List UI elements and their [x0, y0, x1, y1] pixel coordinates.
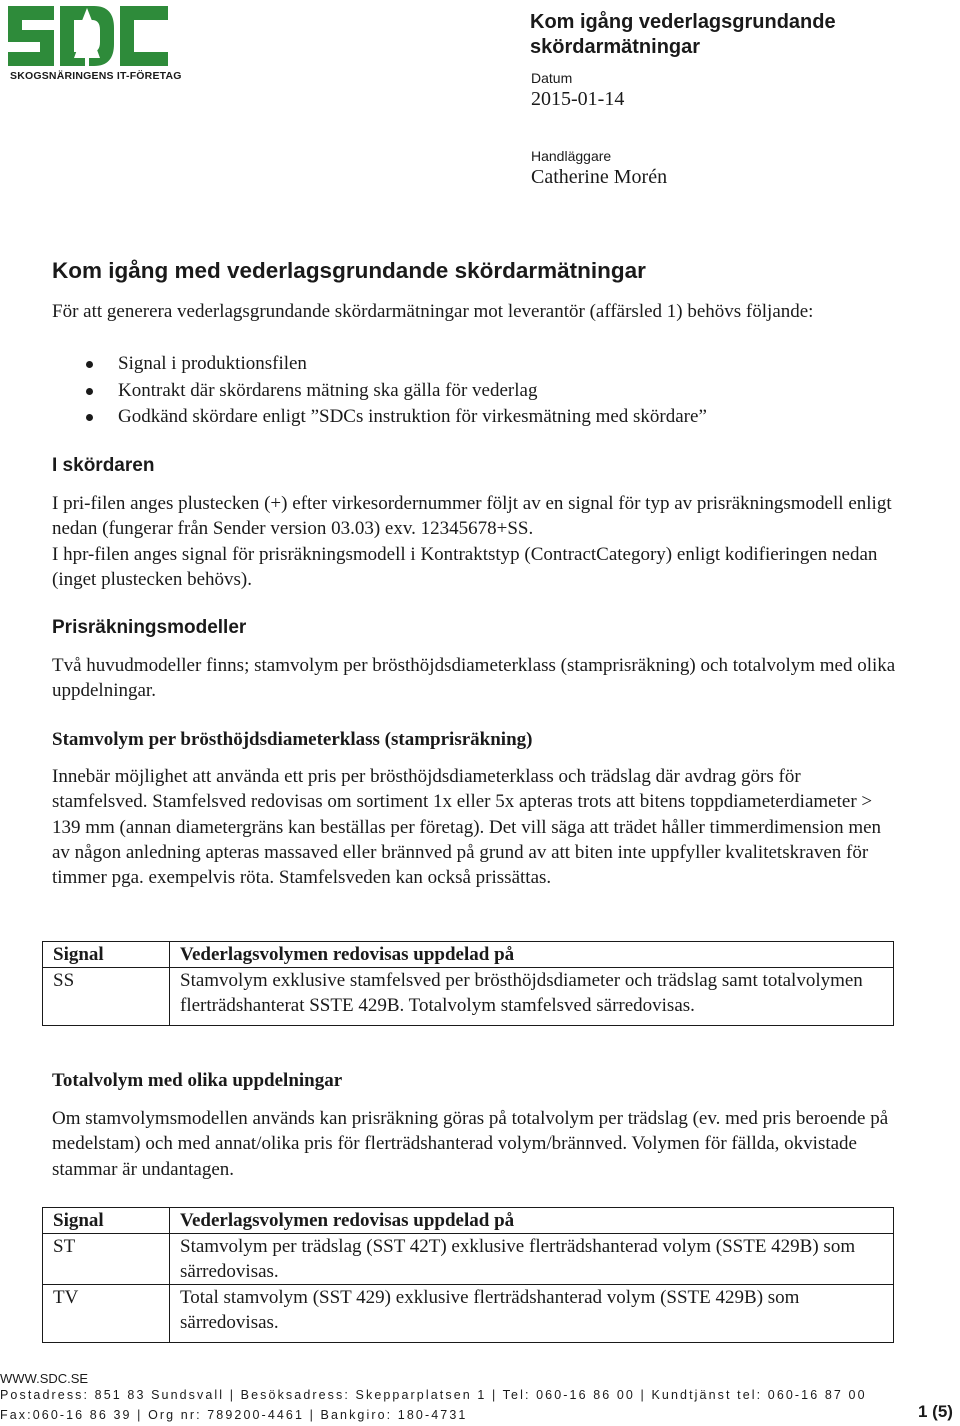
table-cell-signal: ST — [43, 1234, 170, 1285]
table-header-signal: Signal — [43, 1208, 170, 1234]
table-cell-description: Total stamvolym (SST 429) exklusive flerträdshanterad volym (SSTE 429B) som särredovisas. — [170, 1285, 894, 1343]
table-cell-description: Stamvolym exklusive stamfelsved per brösthöjdsdiameter och trädslag samt totalvolymen flerträdshanterat SSTE 429B. Totalvolym stamfelsved särredovisas. — [170, 968, 894, 1026]
table-cell-signal: TV — [43, 1285, 170, 1343]
table-header-description: Vederlagsvolymen redovisas uppdelad på — [170, 942, 894, 968]
logo-mark — [8, 6, 168, 68]
models-paragraph: Två huvudmodeller finns; stamvolym per brösthöjdsdiameterklass (stamprisräkning) och totalvolym med olika uppdelningar. — [52, 655, 896, 702]
sdc-logo — [8, 6, 182, 86]
hpr-file-paragraph: I hpr-filen anges signal för prisräkningsmodell i Kontraktstyp (ContractCategory) enligt kodifieringen nedan (inget plustecken behövs). — [52, 544, 878, 591]
section-heading-models: Prisräkningsmodeller — [52, 617, 247, 638]
footer-website-link[interactable]: WWW.SDC.SE — [0, 1371, 89, 1386]
page-number: 1 (5) — [918, 1402, 953, 1421]
handler-value: Catherine Morén — [531, 166, 668, 188]
bullet-icon — [86, 414, 93, 421]
date-value: 2015-01-14 — [531, 88, 625, 110]
pri-file-paragraph: I pri-filen anges plustecken (+) efter virkesordernummer följt av en signal för typ av prisräkningsmodell enligt nedan (fungerar från Sender version 03.03) exv. 12345678+SS. — [52, 493, 892, 540]
page-title: Kom igång med vederlagsgrundande skördarmätningar — [52, 258, 646, 283]
table-row — [43, 968, 894, 1026]
requirements-list — [52, 351, 707, 431]
table-header-signal: Signal — [43, 942, 170, 968]
table-cell-description: Stamvolym per trädslag (SST 42T) exklusive flerträdshanterad volym (SSTE 429B) som särredovisas. — [170, 1234, 894, 1285]
total-volume-paragraph: Om stamvolymsmodellen används kan prisräkning göras på totalvolym per trädslag (ev. med pris beroende på medelstam) och med annat/olika pris för flerträdshanterad volym/brännved. Volymen för fällda, okvistade stammar är undantagen. — [52, 1108, 889, 1180]
table-header-description: Vederlagsvolymen redovisas uppdelad på — [170, 1208, 894, 1234]
date-label: Datum — [531, 70, 573, 86]
signal-table-ss — [42, 941, 894, 1026]
table-header-row — [43, 1208, 894, 1234]
list-item: Signal i produktionsfilen — [52, 351, 707, 378]
bullet-icon — [86, 361, 93, 368]
signal-table-st-tv — [42, 1207, 894, 1343]
footer-address: Postadress: 851 83 Sundsvall | Besöksadress: Skepparplatsen 1 | Tel: 060-16 86 00 | Kundtjänst tel: 060-16 87 00 — [0, 1388, 867, 1402]
table-header-row — [43, 942, 894, 968]
stem-volume-paragraph: Innebär möjlighet att använda ett pris per brösthöjdsdiameterklass och trädslag där avdrag görs för stamfelsved. Stamfelsved redovisas om sortiment 1x eller 5x apteras trots att bitens toppdiameterdiameter > 139 mm (annan diametergräns kan beställas per företag). Det vill säga att trädet håller timmerdimension men av någon anledning apteras massaved eller brännved på grund av att biten inte uppfyller kvalitetskraven för timmer pga. exempelvis röta. Stamfelsveden kan också prissättas. — [52, 766, 882, 889]
doc-title: Kom igång vederlagsgrundande skördarmätningar — [530, 11, 836, 58]
logo-tagline: SKOGSNÄRINGENS IT-FÖRETAG — [10, 70, 182, 82]
bullet-icon — [86, 388, 93, 395]
table-cell-signal: SS — [43, 968, 170, 1026]
intro-paragraph: För att generera vederlagsgrundande skördarmätningar mot leverantör (affärsled 1) behövs följande: — [52, 301, 814, 322]
table-row — [43, 1285, 894, 1343]
subheading-stem-volume: Stamvolym per brösthöjdsdiameterklass (stamprisräkning) — [52, 729, 533, 750]
handler-label: Handläggare — [531, 148, 612, 164]
list-item: Godkänd skördare enligt ”SDCs instruktion för virkesmätning med skördare” — [52, 404, 707, 431]
footer-registration: Fax:060-16 86 39 | Org nr: 789200-4461 | Bankgiro: 180-4731 — [0, 1408, 468, 1422]
subheading-total-volume: Totalvolym med olika uppdelningar — [52, 1070, 343, 1091]
section-heading-harvester: I skördaren — [52, 455, 155, 476]
table-row — [43, 1234, 894, 1285]
list-item: Kontrakt där skördarens mätning ska gälla för vederlag — [52, 378, 707, 405]
